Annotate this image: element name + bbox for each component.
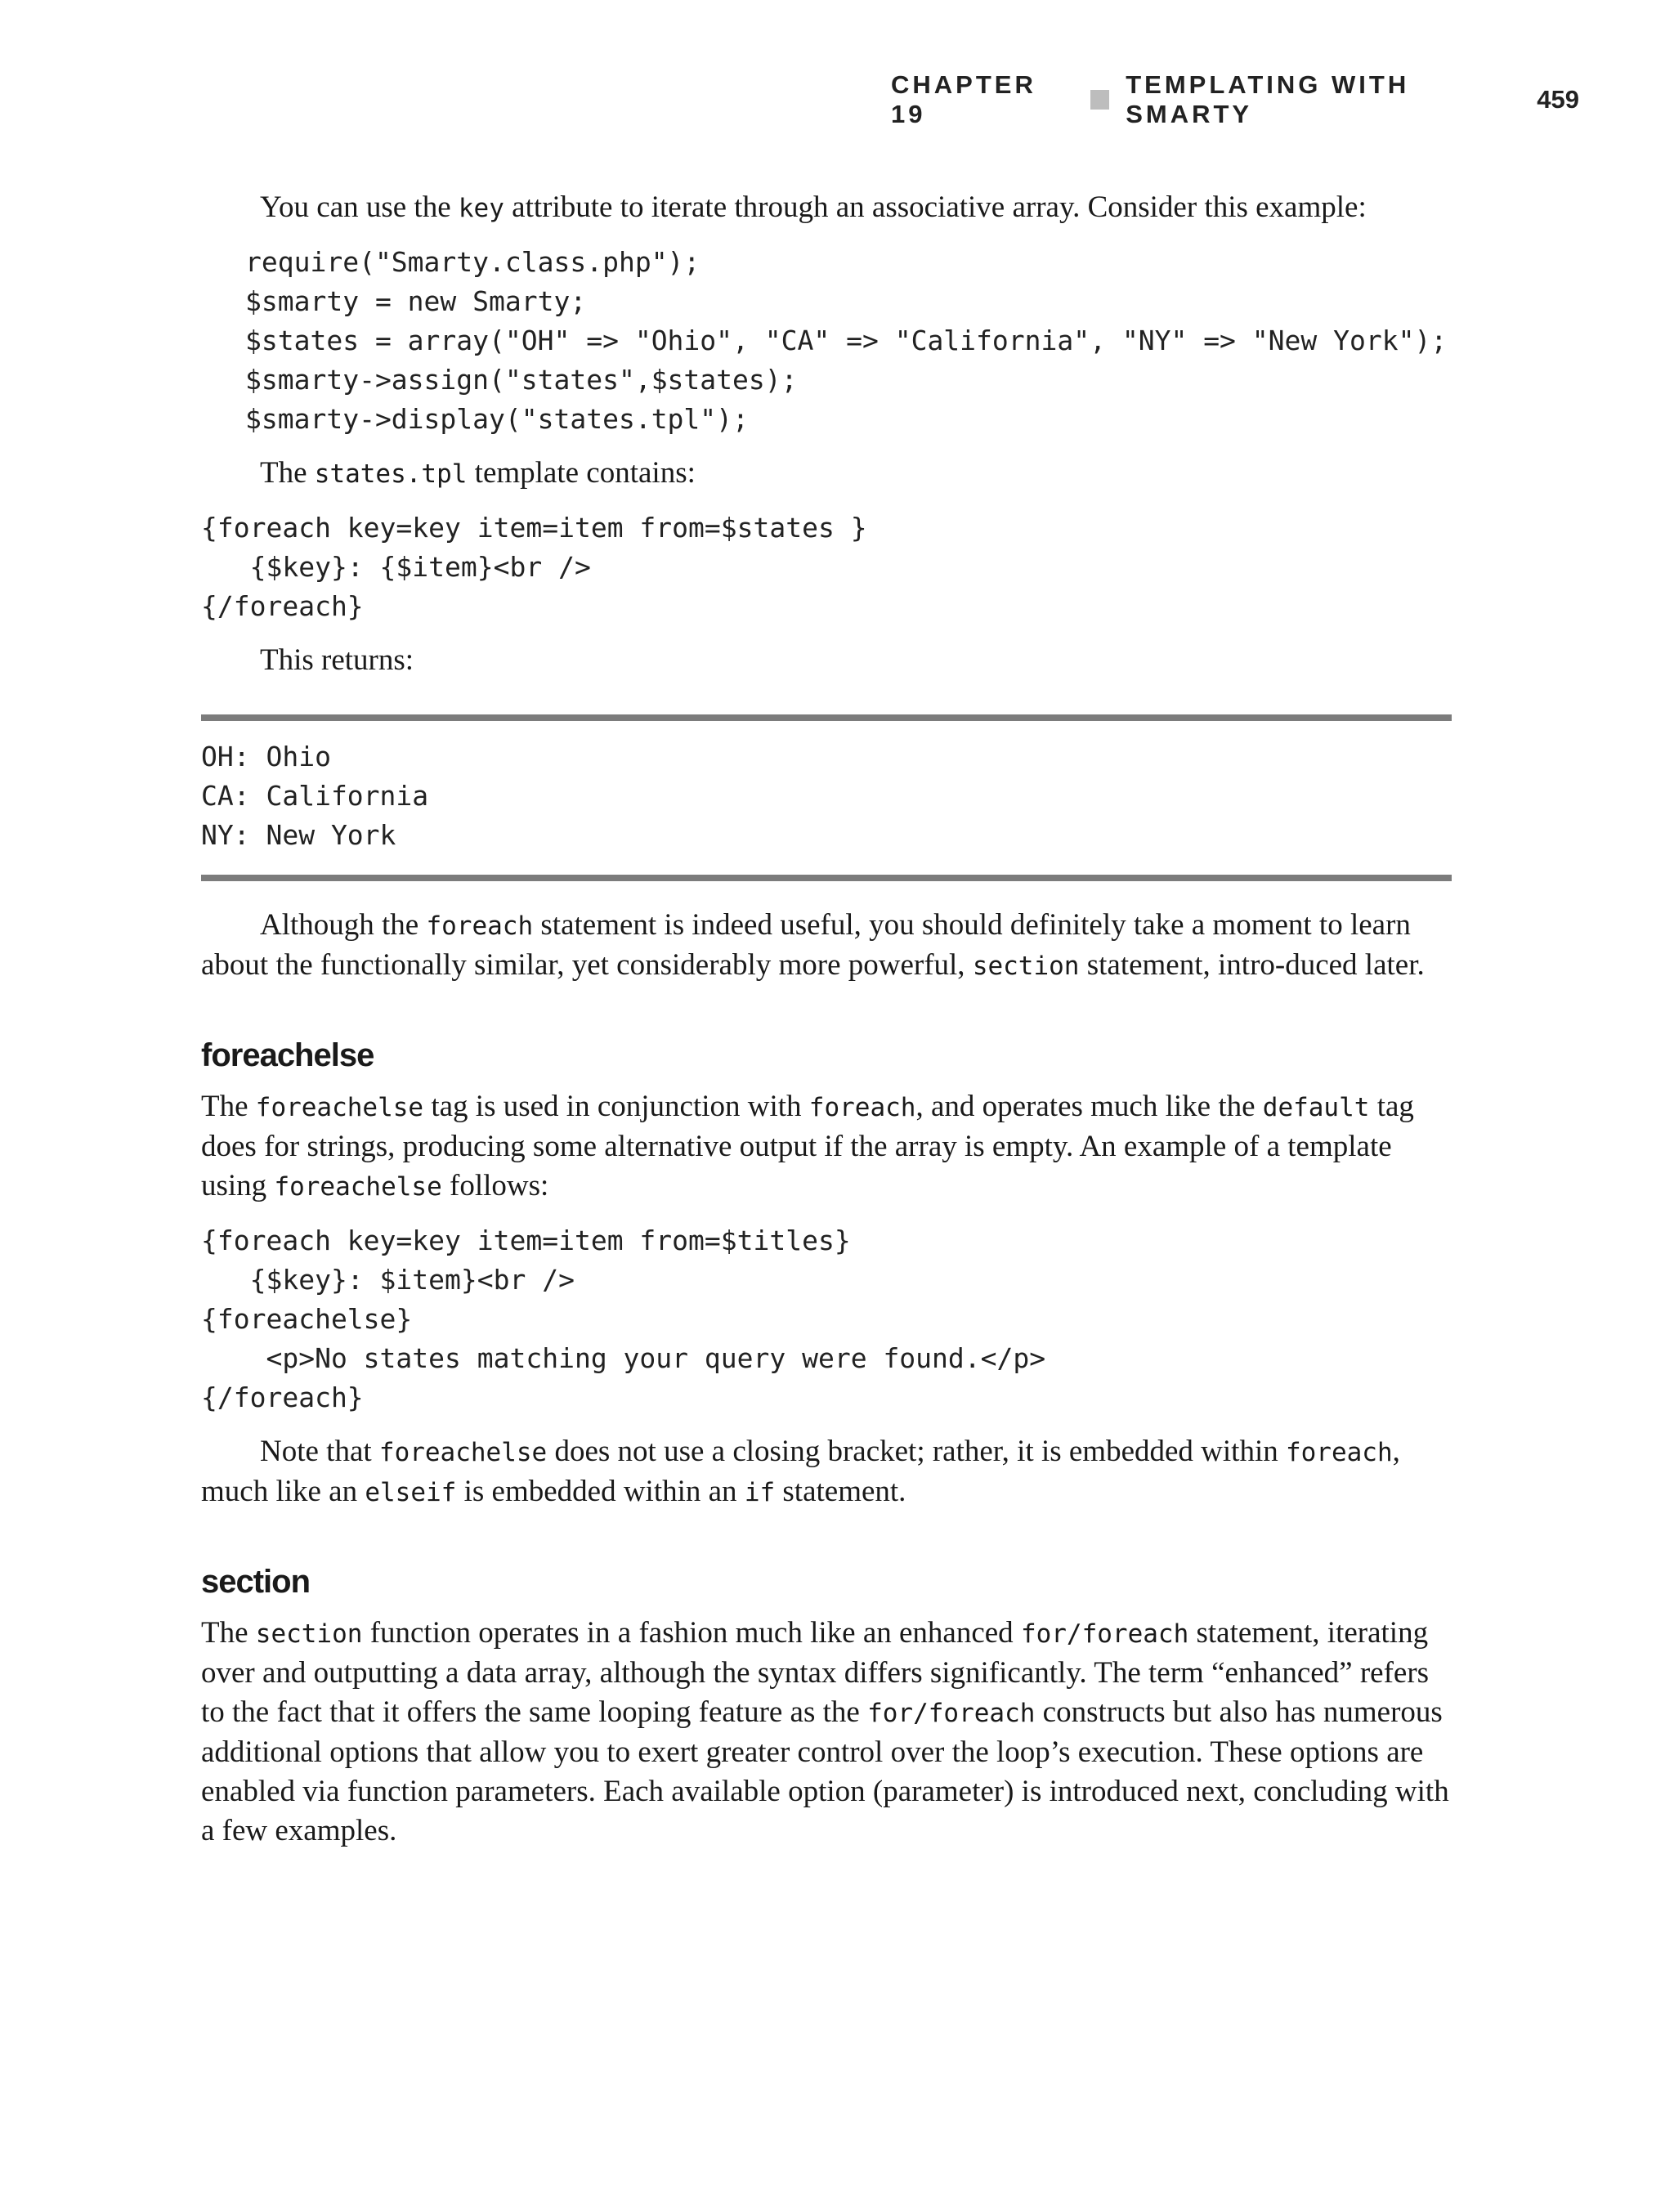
note-text-3: , much like an xyxy=(201,1435,1400,1508)
inline-code-if: if xyxy=(744,1478,776,1507)
template-intro-text-2: template contains: xyxy=(467,456,696,490)
inline-code-foreachelse-2: foreachelse xyxy=(274,1172,442,1202)
note-text-2: does not use a closing bracket; rather, it is embedded within xyxy=(547,1435,1286,1468)
template-intro-paragraph xyxy=(201,454,1452,494)
output-code-block: OH: Ohio CA: California NY: New York xyxy=(201,741,429,851)
returns-paragraph: This returns: xyxy=(260,643,414,677)
inline-code-foreachelse: foreachelse xyxy=(255,1093,424,1122)
although-text-2: statement is indeed useful, you should definitely take a moment to learn about the functionally similar, yet considerably more powerful, xyxy=(201,908,1411,982)
note-text-1: Note that xyxy=(260,1435,379,1468)
chapter-title: TEMPLATING WITH SMARTY xyxy=(1126,70,1410,128)
inline-code-foreach-2: foreach xyxy=(808,1093,916,1122)
inline-code-foreachelse-3: foreachelse xyxy=(378,1438,548,1467)
note-paragraph xyxy=(201,1432,1452,1512)
section-text-4: constructs but also has numerous additional options that allow you to exert greater control over the loop’s execution. These options are enabled via function parameters. Each available option (parameter) is introduced next, concluding with a few examples. xyxy=(201,1695,1449,1847)
inline-code-elseif: elseif xyxy=(365,1478,457,1507)
foreachelse-text-4: tag does for strings, producing some alternative output if the array is empty. An example of a template using xyxy=(201,1090,1414,1202)
heading-foreachelse: foreachelse xyxy=(201,1037,374,1073)
inline-code-default: default xyxy=(1262,1093,1370,1122)
foreachelse-text-1: The xyxy=(201,1090,256,1123)
page-number: 459 xyxy=(1537,85,1579,114)
intro-text-1: You can use the xyxy=(260,190,459,224)
inline-code-for-foreach: for/foreach xyxy=(1020,1619,1189,1649)
section-text-3: statement, iterating over and outputting a data array, although the syntax differs significantly. The term “enhanced” refers to the fact that it offers the same looping feature as the xyxy=(201,1616,1430,1729)
intro-text-2: attribute to iterate through an associative array. Consider this example: xyxy=(504,190,1367,224)
template-code-block: {foreach key=key item=item from=$states } {$key}: {$item}<br /> {/foreach} xyxy=(201,512,867,622)
section-paragraph xyxy=(201,1614,1452,1851)
note-text-4: is embedded within an xyxy=(456,1475,745,1508)
inline-code-states-tpl: states.tpl xyxy=(314,459,468,489)
although-text-1: Although the xyxy=(260,908,427,942)
foreachelse-text-5: follows: xyxy=(441,1169,549,1202)
heading-section: section xyxy=(201,1564,311,1600)
foreachelse-code-block: {foreach key=key item=item from=$titles} {$key}: $item}<br /> {foreachelse} <p>No states matching your query were found.</p> {/foreach} xyxy=(201,1225,1046,1413)
section-text-2: function operates in a fashion much like an enhanced xyxy=(362,1616,1021,1650)
header-separator-square xyxy=(1090,90,1109,110)
inline-code-for-foreach-2: for/foreach xyxy=(867,1699,1036,1728)
page-body xyxy=(201,188,1452,1851)
inline-code-section: section xyxy=(972,952,1080,981)
although-text-3: statement, intro-duced later. xyxy=(1079,948,1425,982)
inline-code-foreach: foreach xyxy=(426,911,534,941)
section-text-1: The xyxy=(201,1616,256,1650)
template-intro-text-1: The xyxy=(260,456,315,490)
inline-code-key: key xyxy=(458,194,504,223)
although-paragraph xyxy=(201,906,1452,986)
foreachelse-text-3: , and operates much like the xyxy=(915,1090,1263,1123)
chapter-label: CHAPTER 19 xyxy=(891,70,1036,128)
php-code-block: require("Smarty.class.php"); $smarty = new Smarty; $states = array("OH" => "Ohio", "CA" => "California", "NY" => "New York"); $smarty->assign("states",$states); $smarty->display("states.tpl"); xyxy=(245,246,1448,435)
intro-paragraph xyxy=(201,188,1452,228)
output-box xyxy=(201,714,1452,881)
inline-code-foreach-3: foreach xyxy=(1285,1438,1393,1467)
note-text-5: statement. xyxy=(775,1475,906,1508)
foreachelse-paragraph xyxy=(201,1087,1452,1207)
foreachelse-text-2: tag is used in conjunction with xyxy=(423,1090,809,1123)
inline-code-section-2: section xyxy=(255,1619,363,1649)
running-header xyxy=(891,70,1579,128)
